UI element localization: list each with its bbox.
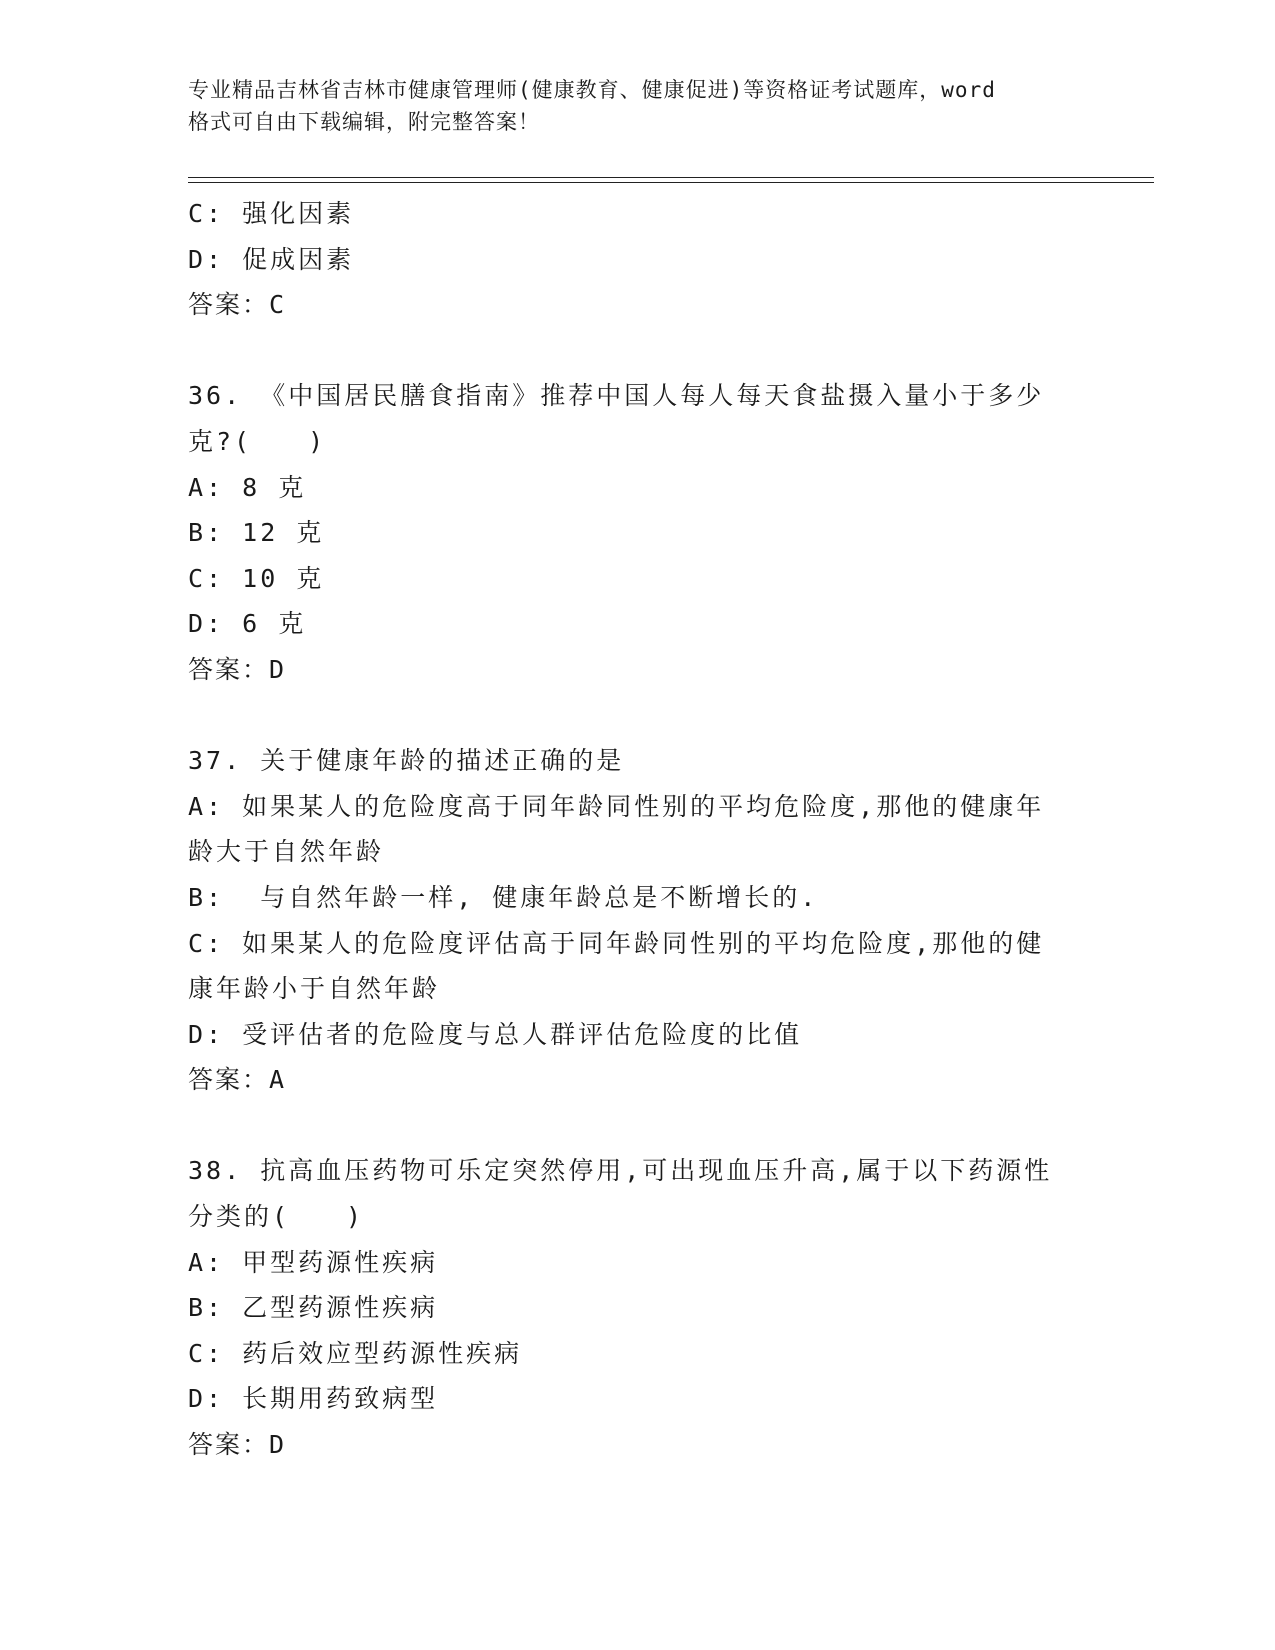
q37-answer: 答案：A <box>188 1065 287 1095</box>
q36-option-d: D: 6 克 <box>188 609 307 639</box>
q38-stem-cont: 分类的( ) <box>188 1202 365 1232</box>
q37-option-c: C: 如果某人的危险度评估高于同年龄同性别的平均危险度,那他的健 <box>188 928 1045 958</box>
q36-option-c: C: 10 克 <box>188 563 325 593</box>
q38-option-b: B: 乙型药源性疾病 <box>188 1293 439 1323</box>
q38-stem: 38. 抗高血压药物可乐定突然停用,可出现血压升高,属于以下药源性 <box>188 1156 1053 1186</box>
spacer <box>188 328 1068 374</box>
q38-answer: 答案：D <box>188 1430 287 1460</box>
q38-option-d: D: 长期用药致病型 <box>188 1384 439 1414</box>
q37-stem: 37. 关于健康年龄的描述正确的是 <box>188 746 625 776</box>
q36-option-a: A: 8 克 <box>188 472 307 502</box>
q38-option-a: A: 甲型药源性疾病 <box>188 1247 439 1277</box>
header-line-1: 专业精品吉林省吉林市健康管理师(健康教育、健康促进)等资格证考试题库，word <box>188 78 996 102</box>
q37-option-c-cont: 康年龄小于自然年龄 <box>188 974 441 1004</box>
q37-option-b: B: 与自然年龄一样, 健康年龄总是不断增长的. <box>188 882 819 912</box>
document-body <box>188 191 1068 1468</box>
header-divider-top <box>188 177 1154 178</box>
q35-option-c: C: 强化因素 <box>188 199 355 228</box>
header-line-2: 格式可自由下载编辑，附完整答案！ <box>188 110 540 134</box>
header-divider-bottom <box>188 182 1154 183</box>
q36-stem-cont: 克?( ) <box>188 426 327 456</box>
document-header <box>188 74 1088 138</box>
q38-option-c: C: 药后效应型药源性疾病 <box>188 1338 523 1368</box>
q36-stem: 36. 《中国居民膳食指南》推荐中国人每人每天食盐摄入量小于多少 <box>188 381 1045 411</box>
q35-answer: 答案：C <box>188 290 287 320</box>
q36-answer: 答案：D <box>188 654 287 684</box>
q36-option-b: B: 12 克 <box>188 518 325 548</box>
spacer <box>188 1103 1068 1149</box>
q37-option-a-cont: 龄大于自然年龄 <box>188 837 385 867</box>
q37-option-a: A: 如果某人的危险度高于同年龄同性别的平均危险度,那他的健康年 <box>188 791 1045 821</box>
q35-option-d: D: 促成因素 <box>188 244 355 274</box>
spacer <box>188 693 1068 739</box>
q37-option-d: D: 受评估者的危险度与总人群评估危险度的比值 <box>188 1019 803 1049</box>
